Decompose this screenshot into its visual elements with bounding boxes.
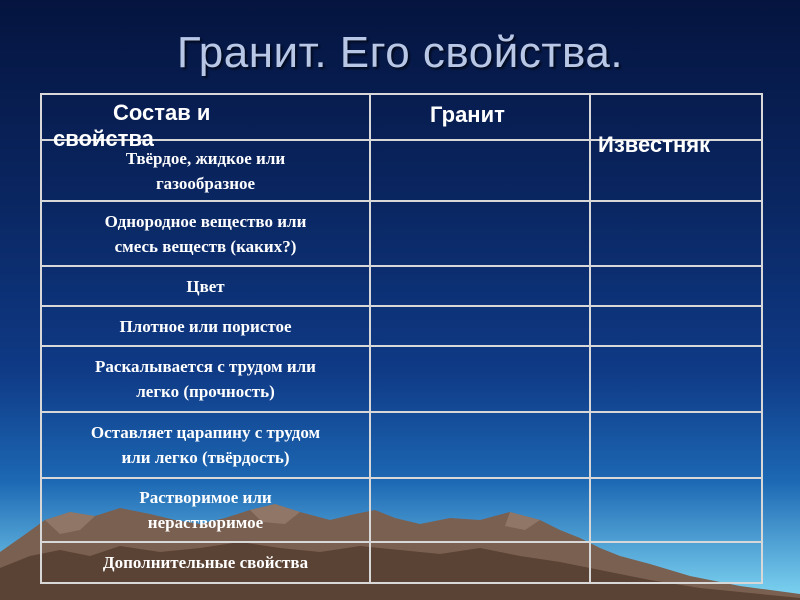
limestone-value-cell[interactable] (590, 412, 762, 478)
column-header-composition-line2: свойства (53, 126, 154, 151)
property-cell: Раскалывается с трудом или легко (прочность) (41, 346, 370, 412)
property-cell: Твёрдое, жидкое или газообразное (41, 140, 370, 201)
granite-value-cell[interactable] (370, 346, 590, 412)
table-row (41, 306, 762, 346)
column-header-granite: Гранит (430, 102, 505, 127)
limestone-value-cell[interactable] (590, 346, 762, 412)
property-cell: Растворимое или нерастворимое (41, 478, 370, 542)
table-row (41, 412, 762, 478)
limestone-value-cell[interactable] (590, 306, 762, 346)
granite-value-cell[interactable] (370, 201, 590, 266)
granite-value-cell[interactable] (370, 412, 590, 478)
column-header-composition-line1: Состав и (113, 100, 211, 125)
table-row (41, 346, 762, 412)
property-cell: Оставляет царапину с трудом или легко (твёрдость) (41, 412, 370, 478)
limestone-value-cell[interactable] (590, 478, 762, 542)
table-row (41, 478, 762, 542)
column-header-composition (53, 100, 283, 152)
property-cell: Однородное вещество или смесь веществ (каких?) (41, 201, 370, 266)
granite-value-cell[interactable] (370, 542, 590, 583)
column-header-limestone: Известняк (598, 132, 711, 157)
granite-value-cell[interactable] (370, 140, 590, 201)
granite-value-cell[interactable] (370, 478, 590, 542)
limestone-value-cell[interactable] (590, 542, 762, 583)
table-row (41, 266, 762, 306)
properties-table (40, 93, 763, 584)
limestone-value-cell[interactable] (590, 201, 762, 266)
table-row (41, 201, 762, 266)
limestone-value-cell[interactable] (590, 266, 762, 306)
property-cell: Цвет (41, 266, 370, 306)
page-title: Гранит. Его свойства. (176, 28, 624, 77)
granite-value-cell[interactable] (370, 306, 590, 346)
granite-value-cell[interactable] (370, 266, 590, 306)
property-cell: Дополнительные свойства (41, 542, 370, 583)
table-row (41, 542, 762, 583)
property-cell: Плотное или пористое (41, 306, 370, 346)
